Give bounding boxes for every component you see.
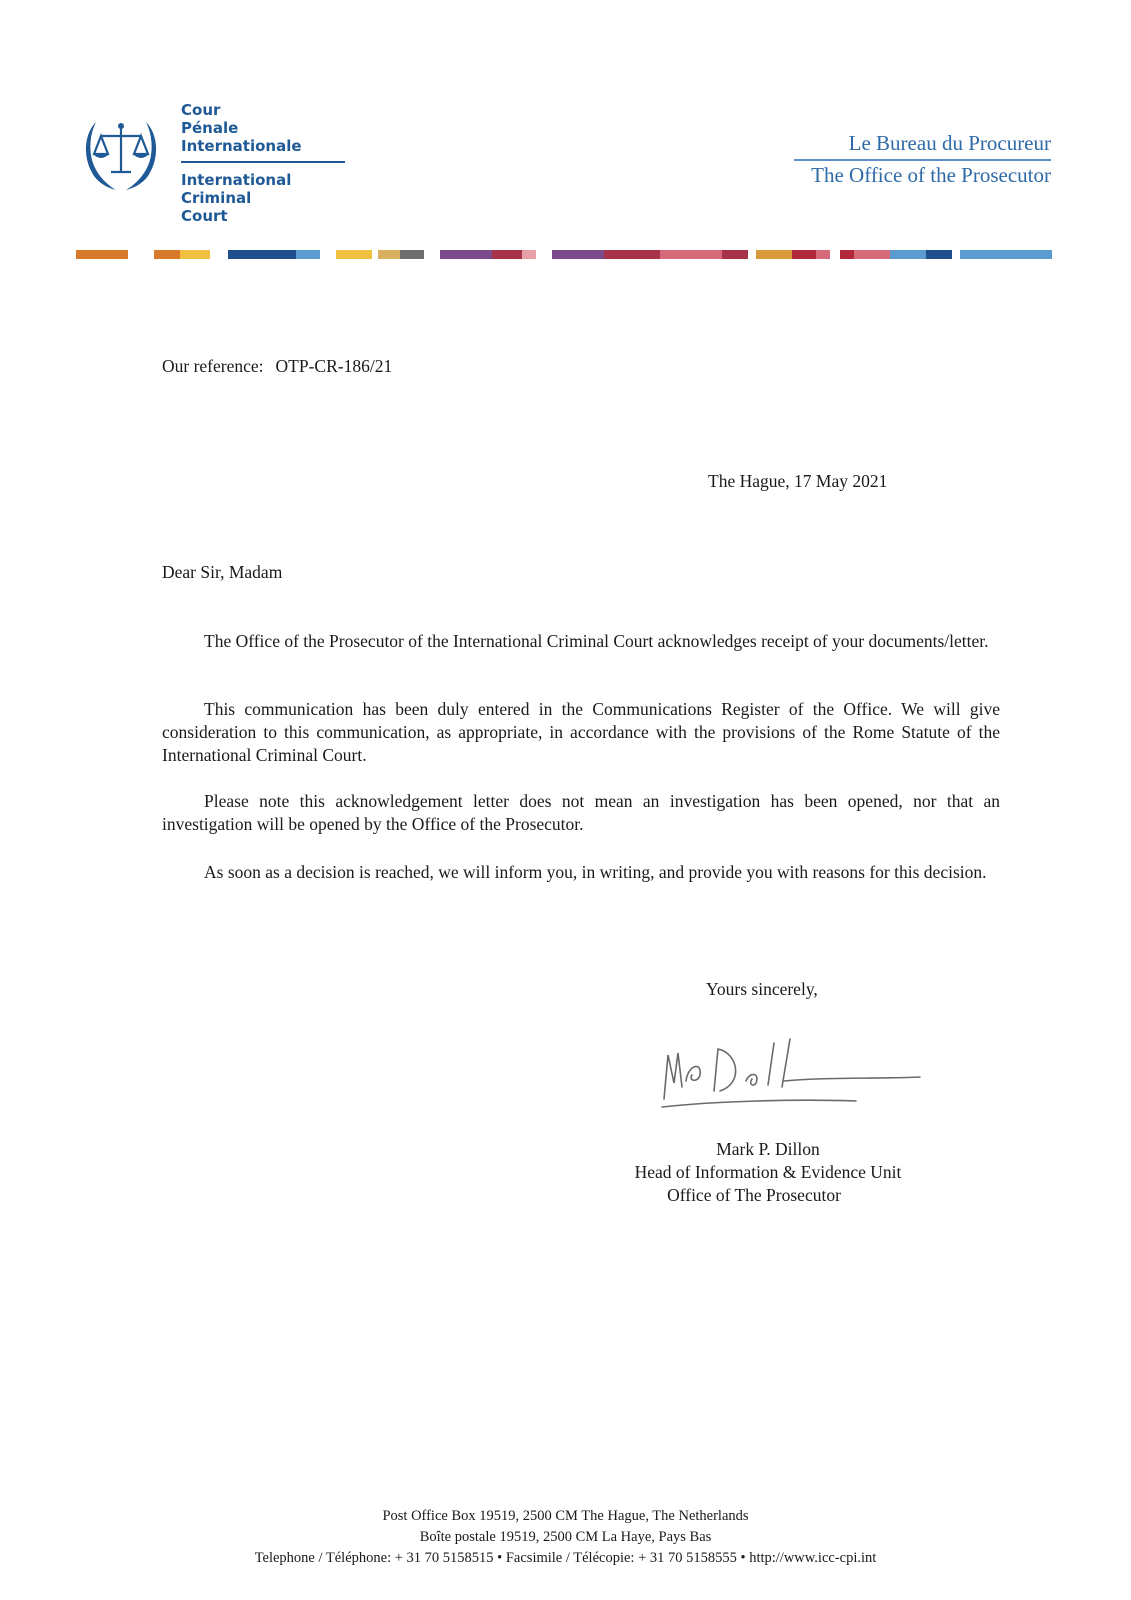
logo-name-en xyxy=(181,171,291,225)
signer-block xyxy=(600,1138,936,1207)
logo-line: Pénale xyxy=(181,119,239,137)
icc-emblem-icon xyxy=(76,114,166,192)
handwritten-signature xyxy=(656,1035,926,1115)
logo-line: Court xyxy=(181,207,228,225)
logo-line: Cour xyxy=(181,101,221,119)
footer-line: Telephone / Téléphone: + 31 70 5158515 • Facsimile / Télécopie: + 31 70 5158555 • http://www.icc-cpi.int xyxy=(254,1550,877,1566)
logo-line: Criminal xyxy=(181,189,252,207)
body-paragraph: This communication has been duly entered in the Communications Register of the Office. We will give consideration to this communication, as appropriate, in accordance with the provisions of the Rome Statute of the International Criminal Court. xyxy=(162,699,1000,765)
office-title-en: The Office of the Prosecutor xyxy=(811,163,1051,187)
body-paragraph: As soon as a decision is reached, we will inform you, in writing, and provide you with reasons for this decision. xyxy=(204,862,987,882)
reference-label: Our reference: xyxy=(162,356,264,376)
signer-title: Head of Information & Evidence Unit xyxy=(634,1162,902,1182)
logo-line: International xyxy=(181,171,292,189)
body-paragraph: Please note this acknowledgement letter does not mean an investigation has been opened, nor that an investigation will be opened by the Office of the Prosecutor. xyxy=(162,791,1000,834)
logo-divider xyxy=(181,161,345,163)
body-paragraph: The Office of the Prosecutor of the International Criminal Court acknowledges receipt of your documents/letter. xyxy=(204,631,989,651)
reference-line xyxy=(162,355,392,378)
signer-office: Office of The Prosecutor xyxy=(667,1185,841,1205)
salutation: Dear Sir, Madam xyxy=(162,562,283,582)
office-divider xyxy=(794,159,1051,161)
logo-line: Internationale xyxy=(181,137,302,155)
reference-value: OTP-CR-186/21 xyxy=(275,356,393,376)
closing: Yours sincerely, xyxy=(706,979,818,999)
office-title-fr: Le Bureau du Procureur xyxy=(848,131,1051,155)
date-line: The Hague, 17 May 2021 xyxy=(708,471,888,491)
signer-name: Mark P. Dillon xyxy=(716,1139,820,1159)
footer-line: Boîte postale 19519, 2500 CM La Haye, Pays Bas xyxy=(419,1529,712,1545)
logo-name-fr xyxy=(181,101,302,155)
footer-line: Post Office Box 19519, 2500 CM The Hague, The Netherlands xyxy=(382,1508,749,1524)
color-stripe xyxy=(76,250,1052,259)
footer-address xyxy=(0,1506,1131,1569)
